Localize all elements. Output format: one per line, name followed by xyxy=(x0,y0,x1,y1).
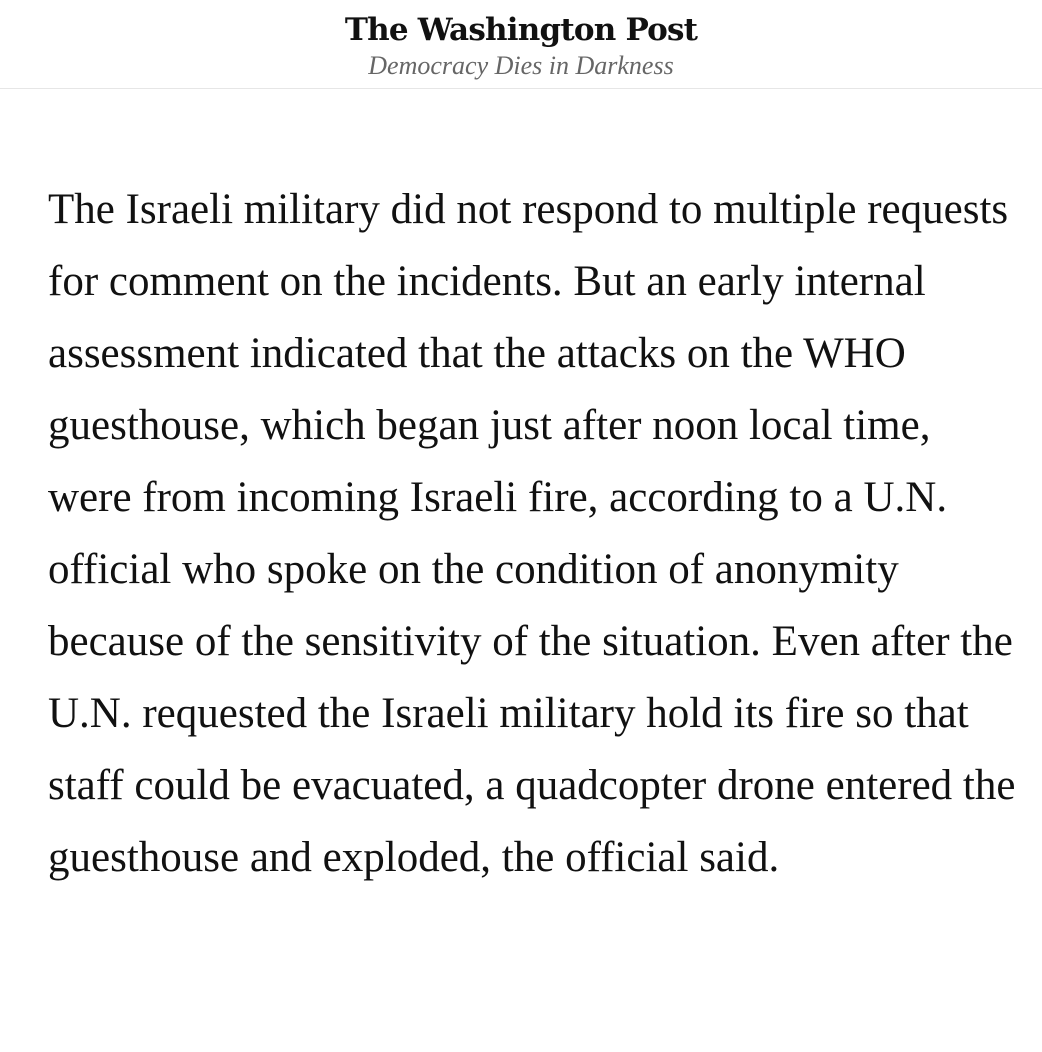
article-paragraph: The Israeli military did not respond to multiple requests for comment on the incidents. But an early internal assessment indicated that the attacks on the WHO guesthouse, which began just after noon local time, were from incoming Israeli fire, according to a U.N. official who spoke on the condition of anonymity because of the sensitivity of the situation. Even after the U.N. requested the Israeli military hold its fire so that staff could be evacuated, a quadcopter drone entered the guesthouse and exploded, the official said. xyxy=(48,186,1016,881)
masthead xyxy=(0,0,1042,89)
tagline: Democracy Dies in Darkness xyxy=(368,51,674,80)
washington-post-logo[interactable]: The Washington Post xyxy=(344,12,698,48)
article-body xyxy=(48,174,1023,894)
